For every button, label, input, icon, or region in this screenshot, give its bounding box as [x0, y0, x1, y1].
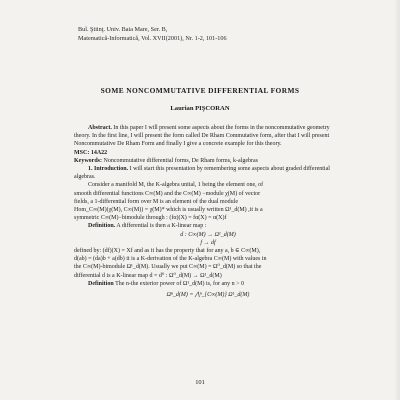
definition1-text: A differential is then a K-linear map :: [116, 223, 207, 230]
definition1-paragraph: [74, 222, 342, 230]
para2-line: d(ab) = (da)b + a(db) it is a K-derivation of the K-algebra C∞(M) with values in: [74, 256, 267, 263]
para1-line: Hom_C∞(M)(χ(M), C∞(M)) = χ(M)* which is usually written Ω¹_d(M) ,it is a: [74, 207, 263, 214]
scan-shadow: [394, 0, 400, 400]
definition2-text: The n-the exterior power of Ω¹_d(M) is, for any n > 0: [115, 280, 245, 287]
paper-author: Laurian PIŞCORAN: [170, 105, 230, 112]
intro-paragraph: [74, 165, 342, 181]
intro-text: I will start this presentation by remembering some aspects about graded differential algebras.: [74, 166, 330, 181]
abstract-text: In this paper I will present some aspects about the forms in the noncommutative geometry theory. In the first line, I will present the form called De Rham Commutative form, after that I will present Noncommutative De Rham Form and finally I give a concrete example for this theory.: [74, 125, 330, 148]
paper-title: SOME NONCOMMUTATIVE DIFFERENTIAL FORMS: [100, 86, 300, 95]
definition1-map: f → df: [200, 239, 216, 246]
para1-line: symmetric C∞(M)−bimodule through : (fα)(X) = fα(X) = α(X)f: [74, 215, 227, 222]
journal-header-line: Bul. Ştiinţ. Univ. Baia Mare, Ser. B,: [78, 26, 168, 33]
definition1-map: d : C∞(M) → Ω¹_d(M): [180, 231, 236, 238]
journal-header-line: Matematică-Informatică, Vol. XVII(2001), Nr. 1-2, 101-106: [78, 34, 227, 42]
definition2-label: Definition: [88, 280, 114, 287]
para1-line: Consider a manifold M, the K-algebra unital, 1 being the element one, of: [88, 182, 264, 189]
definition1-label: Definition.: [88, 223, 116, 230]
keywords-label: Keywords:: [74, 157, 102, 164]
para2-line: defined by: (df)(X) = Xf and as it has the property that for any a, b ∈ C∞(M),: [74, 248, 261, 255]
para2-line: the C∞(M)-bimodule Ω¹_d(M). Usually we put C∞(M) = Ω⁰_d(M) so that the: [74, 264, 262, 271]
para2-line: differential d is a K-linear map d = d⁰ : Ω⁰_d(M) → Ω¹_d(M): [74, 272, 222, 279]
definition2-formula: Ωⁿ_d(M) = ⋀ⁿ_{C∞(M)} Ω¹_d(M): [166, 292, 250, 299]
paper-body: [74, 124, 342, 299]
para1-line: smooth differential functions C∞(M) and the C∞(M) −module χ(M) of vector: [74, 190, 261, 197]
keywords-paragraph: [74, 157, 342, 165]
intro-label: 1. Introduction.: [88, 166, 129, 173]
journal-header: [78, 26, 227, 43]
page-number: 101: [195, 379, 205, 386]
abstract-label: Abstract.: [88, 125, 112, 131]
keywords-text: Noncommutative differential forms, De Rham forms, k-algebras: [103, 157, 259, 164]
msc-code: MSC: 14A22: [74, 149, 108, 156]
para1-line: fields, a 1-differential form over M is an element of the dual module: [74, 198, 239, 205]
abstract-paragraph: [74, 124, 342, 149]
definition2-paragraph: [74, 280, 342, 288]
